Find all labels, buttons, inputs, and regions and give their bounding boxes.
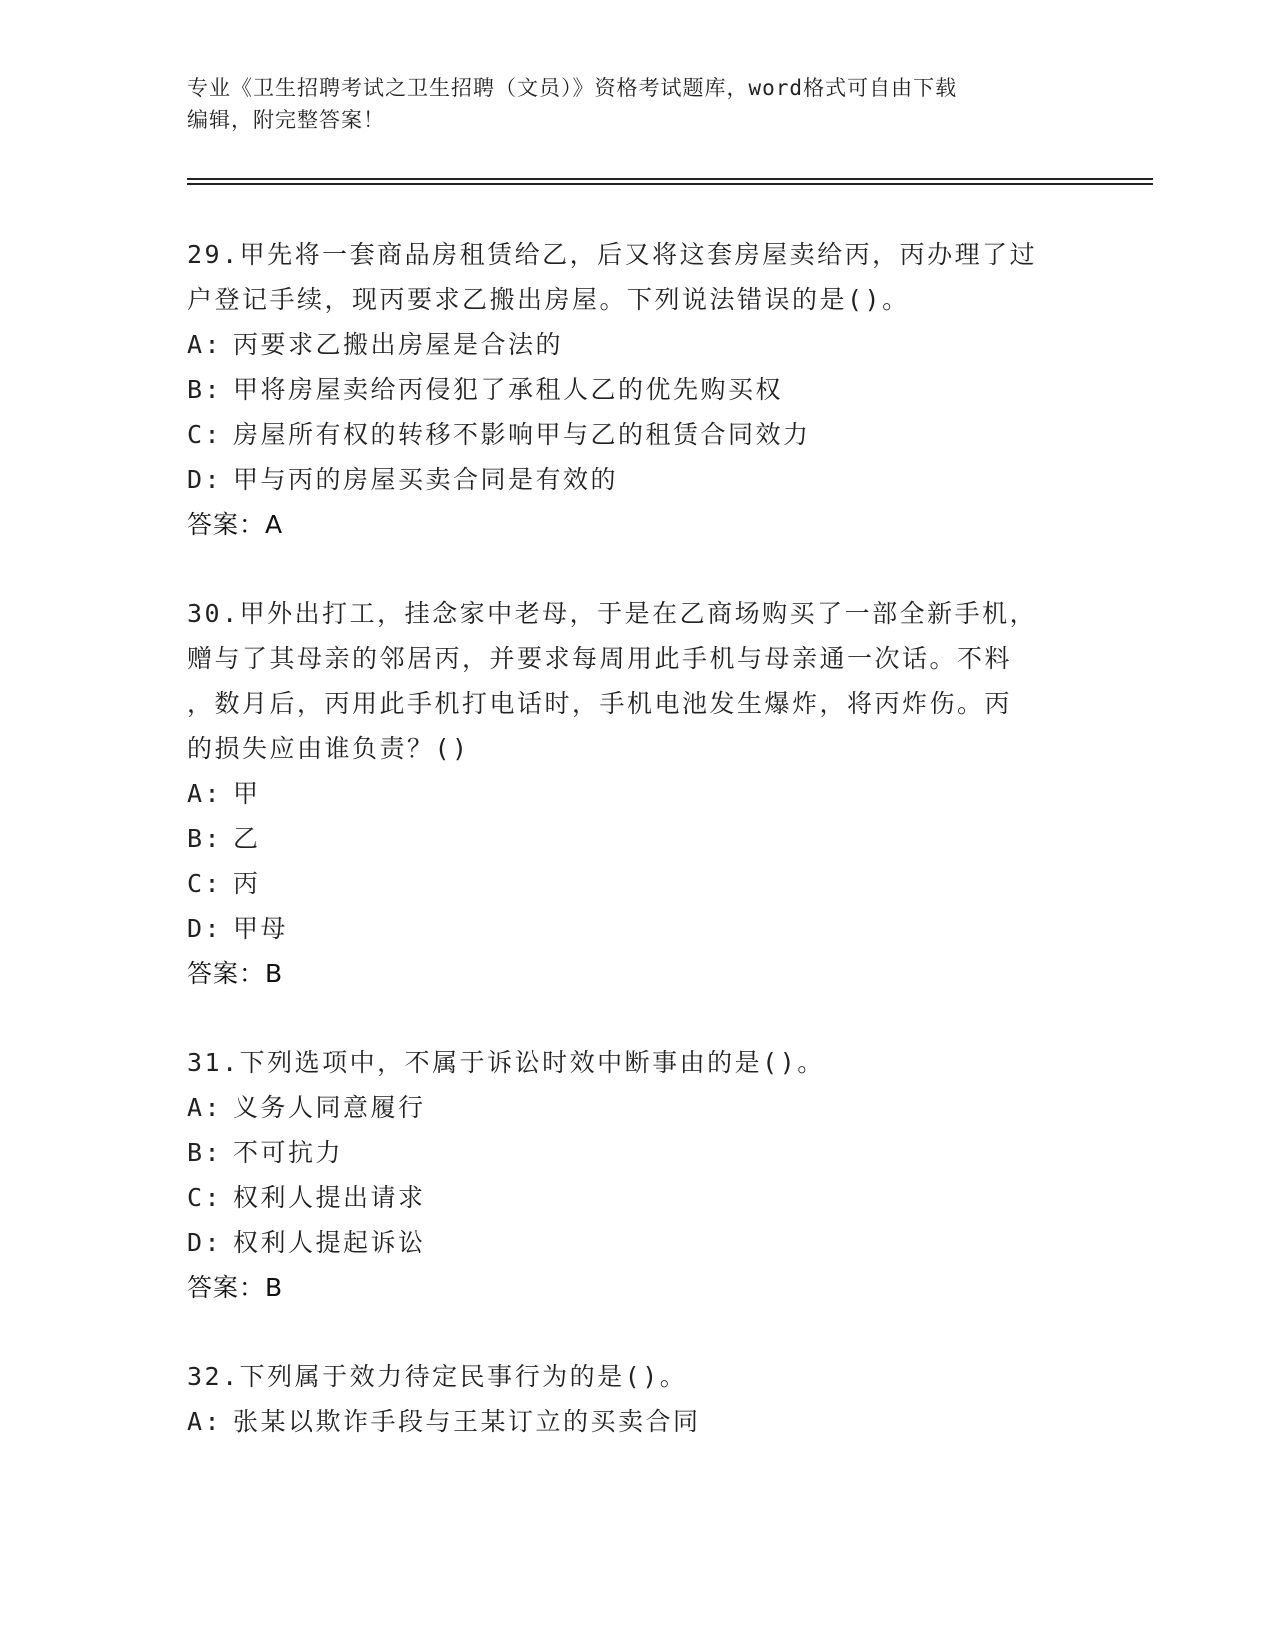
header-divider-bottom — [187, 183, 1153, 185]
option-text: 权利人提出请求 — [233, 1183, 426, 1212]
option-text: 张某以欺诈手段与王某订立的买卖合同 — [233, 1407, 701, 1436]
option-letter: C: — [187, 420, 223, 449]
question-31 — [187, 1040, 1087, 1310]
header-line-1: 专业《卫生招聘考试之卫生招聘（文员）》资格考试题库，word格式可自由下载 — [187, 76, 958, 100]
option-text: 甲将房屋卖给丙侵犯了承租人乙的优先购买权 — [233, 375, 784, 404]
question-stem-line: 的损失应由谁负责？() — [187, 734, 470, 763]
option-letter: A: — [187, 779, 223, 808]
option-letter: A: — [187, 1093, 223, 1122]
question-list — [187, 232, 1087, 1488]
question-stem-line: 32.下列属于效力待定民事行为的是()。 — [187, 1362, 688, 1391]
question-stem-line: ，数月后，丙用此手机打电话时，手机电池发生爆炸，将丙炸伤。丙 — [187, 689, 1013, 718]
document-header — [187, 72, 1087, 136]
option-letter: D: — [187, 465, 223, 494]
question-stem-line: 31.下列选项中，不属于诉讼时效中断事由的是()。 — [187, 1048, 825, 1077]
option-text: 甲与丙的房屋买卖合同是有效的 — [233, 465, 619, 494]
answer-line: 答案：B — [187, 959, 284, 988]
option-text: 乙 — [233, 824, 261, 853]
option-c — [187, 861, 1087, 906]
question-stem-line: 赠与了其母亲的邻居丙，并要求每周用此手机与母亲通一次话。不料 — [187, 644, 1013, 673]
option-d — [187, 457, 1087, 502]
question-32 — [187, 1354, 1087, 1444]
option-c — [187, 1175, 1087, 1220]
option-a — [187, 322, 1087, 367]
option-text: 丙 — [233, 869, 261, 898]
option-letter: B: — [187, 824, 223, 853]
question-stem-line: 29.甲先将一套商品房租赁给乙，后又将这套房屋卖给丙，丙办理了过 — [187, 240, 1038, 269]
option-c — [187, 412, 1087, 457]
answer-line: 答案：B — [187, 1273, 284, 1302]
option-b — [187, 1130, 1087, 1175]
question-29 — [187, 232, 1087, 547]
option-text: 丙要求乙搬出房屋是合法的 — [233, 330, 564, 359]
option-a — [187, 771, 1087, 816]
option-letter: C: — [187, 869, 223, 898]
option-text: 权利人提起诉讼 — [233, 1228, 426, 1257]
option-letter: B: — [187, 375, 223, 404]
option-letter: B: — [187, 1138, 223, 1167]
option-a — [187, 1399, 1087, 1444]
question-stem-line: 户登记手续，现丙要求乙搬出房屋。下列说法错误的是()。 — [187, 285, 910, 314]
header-divider-top — [187, 178, 1153, 180]
header-line-2: 编辑，附完整答案！ — [187, 108, 385, 132]
answer-line: 答案：A — [187, 510, 284, 539]
question-30 — [187, 591, 1087, 996]
option-text: 义务人同意履行 — [233, 1093, 426, 1122]
option-text: 甲 — [233, 779, 261, 808]
option-a — [187, 1085, 1087, 1130]
option-b — [187, 816, 1087, 861]
question-stem-line: 30.甲外出打工，挂念家中老母，于是在乙商场购买了一部全新手机， — [187, 599, 1038, 628]
option-letter: A: — [187, 330, 223, 359]
option-letter: D: — [187, 914, 223, 943]
option-text: 甲母 — [233, 914, 289, 943]
option-letter: C: — [187, 1183, 223, 1212]
option-b — [187, 367, 1087, 412]
option-text: 不可抗力 — [233, 1138, 344, 1167]
option-letter: A: — [187, 1407, 223, 1436]
option-d — [187, 1220, 1087, 1265]
option-letter: D: — [187, 1228, 223, 1257]
option-text: 房屋所有权的转移不影响甲与乙的租赁合同效力 — [233, 420, 811, 449]
option-d — [187, 906, 1087, 951]
